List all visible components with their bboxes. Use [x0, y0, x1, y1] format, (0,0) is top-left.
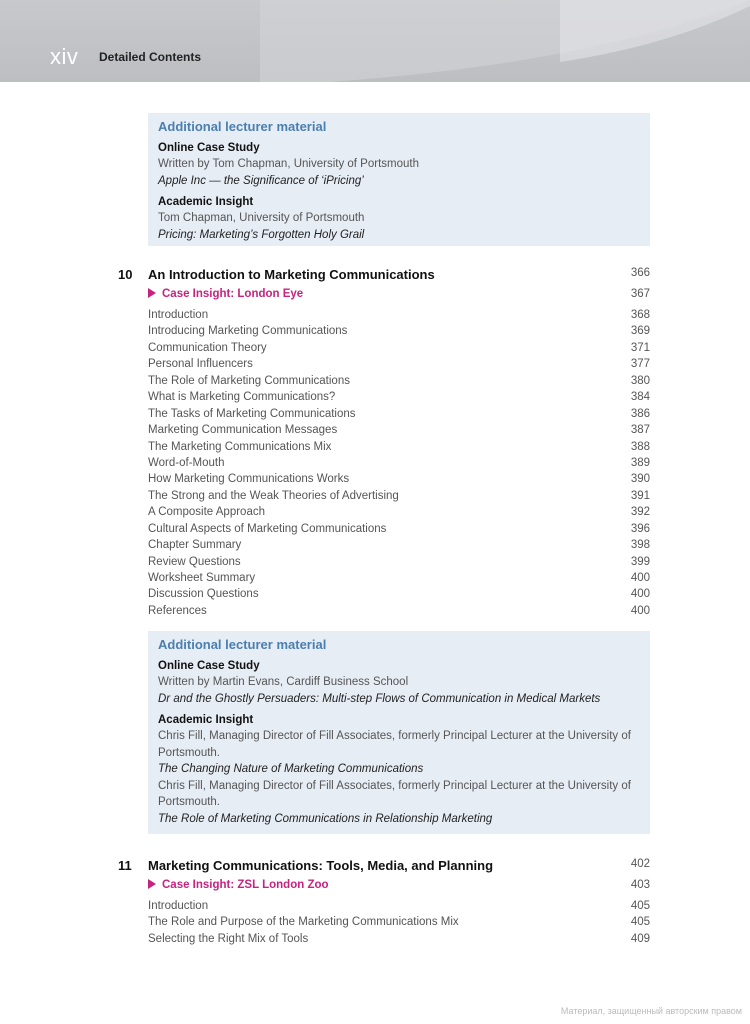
entry-label: Academic Insight [158, 196, 254, 208]
toc-item-label: Introduction [148, 900, 209, 912]
entry-italic-title: Apple Inc — the Significance of ‘iPricing’ [158, 174, 364, 187]
toc-item-label: Communication Theory [148, 341, 267, 354]
toc-item-label: The Marketing Communications Mix [148, 440, 332, 453]
toc-item-label: What is Marketing Communications? [148, 391, 336, 404]
lecturer-material-box-1 [148, 113, 650, 246]
toc-item[interactable] [118, 572, 650, 588]
header-swoosh [0, 0, 750, 82]
toc-item-label: Discussion Questions [148, 588, 259, 601]
case-insight-row[interactable] [118, 288, 650, 309]
entry-italic-title: Dr and the Ghostly Persuaders: Multi-step Flows of Communication in Medical Markets [158, 692, 601, 705]
chapter-10 [118, 267, 650, 621]
toc-item-page: 400 [630, 572, 650, 584]
toc-item-label: Marketing Communication Messages [148, 424, 338, 437]
case-insight-page: 367 [630, 288, 650, 300]
box-title: Additional lecturer material [158, 119, 327, 134]
toc-item-page: 400 [630, 604, 650, 617]
toc-item-label: The Tasks of Marketing Communications [148, 407, 356, 420]
toc-item-page: 399 [630, 555, 650, 568]
chapter-11-items [118, 900, 650, 949]
toc-item[interactable] [118, 358, 650, 374]
page-header [0, 0, 750, 82]
toc-item-page: 398 [630, 539, 650, 552]
entry-line: Written by Martin Evans, Cardiff Business School [158, 676, 409, 688]
toc-item-page: 386 [630, 407, 650, 420]
chapter-number: 10 [118, 267, 133, 282]
toc-item-page: 391 [630, 489, 650, 502]
toc-item-page: 384 [630, 391, 650, 404]
toc-item[interactable] [118, 490, 650, 506]
toc-item-label: The Role and Purpose of the Marketing Communications Mix [148, 916, 459, 929]
entry-line: Tom Chapman, University of Portsmouth [158, 212, 365, 224]
toc-item-label: Cultural Aspects of Marketing Communications [148, 522, 387, 535]
toc-item-label: Introducing Marketing Communications [148, 325, 348, 338]
chapter-title: Marketing Communications: Tools, Media, and Planning [148, 858, 494, 873]
toc-item-page: 388 [630, 440, 650, 453]
toc-item-label: Word-of-Mouth [148, 456, 225, 469]
entry-italic-title: The Role of Marketing Communications in Relationship Marketing [158, 812, 493, 825]
toc-item[interactable] [118, 309, 650, 325]
triangle-right-icon [148, 879, 156, 889]
toc-item-label: Personal Influencers [148, 358, 253, 371]
toc-item-label: Worksheet Summary [148, 572, 256, 584]
toc-item-page: 400 [630, 588, 650, 601]
toc-item[interactable] [118, 375, 650, 391]
toc-item[interactable] [118, 556, 650, 572]
toc-item[interactable] [118, 900, 650, 916]
toc-item-page: 409 [630, 932, 650, 945]
chapter-page: 366 [630, 267, 650, 279]
toc-item[interactable] [118, 605, 650, 621]
entry-label: Online Case Study [158, 142, 260, 154]
chapter-page: 402 [630, 858, 650, 870]
toc-item-label: Review Questions [148, 555, 241, 568]
toc-item[interactable] [118, 408, 650, 424]
entry-italic-title: The Changing Nature of Marketing Communications [158, 763, 424, 775]
case-insight-label: Case Insight: London Eye [148, 288, 303, 300]
toc-item[interactable] [118, 506, 650, 522]
toc-item-label: A Composite Approach [148, 506, 265, 519]
page-number: xiv [50, 44, 79, 69]
running-head: Detailed Contents [99, 50, 202, 64]
entry-line: Written by Tom Chapman, University of Portsmouth [158, 158, 419, 170]
toc-item[interactable] [118, 457, 650, 473]
box-title: Additional lecturer material [158, 637, 327, 652]
entry-line: Portsmouth. [158, 746, 220, 759]
toc-item[interactable] [118, 342, 650, 358]
triangle-right-icon [148, 288, 156, 298]
lecturer-material-box-2 [148, 631, 650, 834]
toc-item-page: 392 [630, 506, 650, 519]
case-insight-label: Case Insight: ZSL London Zoo [148, 879, 329, 891]
toc-item[interactable] [118, 523, 650, 539]
chapter-heading[interactable] [118, 267, 650, 288]
toc-item-label: Chapter Summary [148, 539, 242, 552]
case-insight-page: 403 [630, 879, 650, 891]
toc-item-page: 368 [630, 309, 650, 321]
toc-item-label: Selecting the Right Mix of Tools [148, 932, 309, 945]
toc-item[interactable] [118, 933, 650, 949]
toc-item[interactable] [118, 424, 650, 440]
toc-item-label: The Role of Marketing Communications [148, 374, 350, 387]
toc-item-page: 389 [630, 456, 650, 469]
toc-item-page: 390 [630, 473, 650, 486]
toc-item-page: 380 [630, 374, 650, 387]
entry-label: Online Case Study [158, 660, 260, 672]
copyright-watermark: Материал, защищенный авторским правом [560, 1006, 742, 1016]
chapter-11 [118, 858, 650, 949]
entry-line: Chris Fill, Managing Director of Fill Associates, formerly Principal Lecturer at the University of [158, 730, 631, 742]
toc-item[interactable] [118, 441, 650, 457]
entry-line: Chris Fill, Managing Director of Fill Associates, formerly Principal Lecturer at the University of [158, 779, 631, 792]
toc-item-page: 369 [630, 325, 650, 338]
toc-item-page: 405 [630, 916, 650, 929]
toc-item[interactable] [118, 325, 650, 341]
toc-item-page: 387 [630, 424, 650, 437]
toc-item[interactable] [118, 916, 650, 932]
toc-item-label: How Marketing Communications Works [148, 473, 350, 486]
toc-item[interactable] [118, 539, 650, 555]
chapter-title: An Introduction to Marketing Communications [148, 267, 435, 282]
toc-item-page: 405 [630, 900, 650, 912]
toc-item-page: 396 [630, 522, 650, 535]
chapter-heading[interactable] [118, 858, 650, 879]
toc-item-label: Introduction [148, 309, 209, 321]
toc-item-label: The Strong and the Weak Theories of Advertising [148, 489, 399, 502]
toc-item-page: 371 [630, 341, 650, 354]
toc-item[interactable] [118, 588, 650, 604]
chapter-number: 11 [118, 858, 132, 873]
chapter-10-items [118, 309, 650, 621]
toc-item-page: 377 [630, 358, 650, 371]
entry-italic-title: Pricing: Marketing’s Forgotten Holy Grail [158, 228, 365, 241]
toc-item[interactable] [118, 473, 650, 489]
toc-item-label: References [148, 604, 207, 617]
entry-label: Academic Insight [158, 714, 254, 726]
toc-item[interactable] [118, 391, 650, 407]
entry-line: Portsmouth. [158, 796, 220, 808]
case-insight-row[interactable] [118, 879, 650, 900]
